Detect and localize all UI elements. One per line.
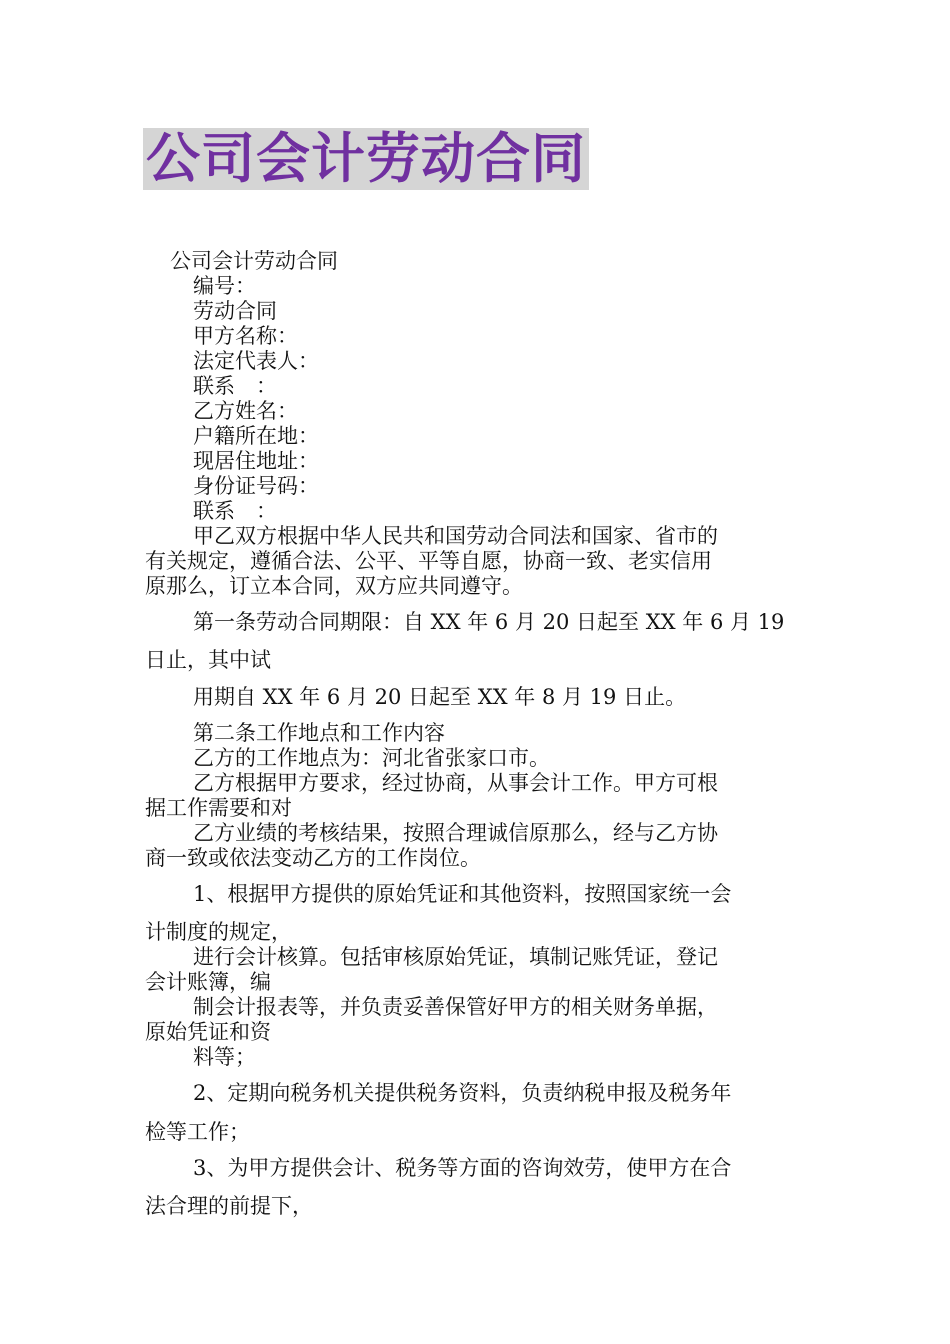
body-line: 检等工作； <box>145 1120 250 1144</box>
body-line: 法定代表人： <box>193 349 319 373</box>
body-line: 乙方根据甲方要求，经过协商，从事会计工作。甲方可根 <box>193 771 718 795</box>
body-line: 劳动合同 <box>193 299 277 323</box>
body-line: 会计账簿，编 <box>145 970 271 994</box>
body-line: 甲方名称： <box>193 324 298 348</box>
body-line: 商一致或依法变动乙方的工作岗位。 <box>145 846 481 870</box>
body-line: 第二条工作地点和工作内容 <box>193 721 445 745</box>
body-line: 第一条劳动合同期限：自 XX 年 6 月 20 日起至 XX 年 6 月 19 <box>193 610 785 634</box>
body-line: 计制度的规定， <box>145 920 292 944</box>
body-line: 乙方业绩的考核结果，按照合理诚信原那么，经与乙方协 <box>193 821 718 845</box>
body-line: 原始凭证和资 <box>145 1020 271 1044</box>
body-line: 3、为甲方提供会计、税务等方面的咨询效劳，使甲方在合 <box>193 1156 732 1180</box>
body-line: 现居住地址： <box>193 449 319 473</box>
body-line: 有关规定，遵循合法、公平、平等自愿，协商一致、老实信用 <box>145 549 712 573</box>
body-line: 身份证号码： <box>193 474 319 498</box>
body-line: 用期自 XX 年 6 月 20 日起至 XX 年 8 月 19 日止。 <box>193 685 687 709</box>
body-line: 制会计报表等，并负责妥善保管好甲方的相关财务单据， <box>193 995 718 1019</box>
body-line: 日止，其中试 <box>145 648 271 672</box>
body-line: 甲乙双方根据中华人民共和国劳动合同法和国家、省市的 <box>193 524 718 548</box>
body-line: 料等； <box>193 1045 256 1069</box>
body-line: 进行会计核算。包括审核原始凭证，填制记账凭证，登记 <box>193 945 718 969</box>
body-line: 公司会计劳动合同 <box>170 249 338 273</box>
document-title: 公司会计劳动合同 <box>143 128 589 190</box>
body-line: 乙方姓名： <box>193 399 298 423</box>
body-line: 原那么，订立本合同，双方应共同遵守。 <box>145 574 523 598</box>
body-line: 编号： <box>193 274 256 298</box>
body-line: 2、定期向税务机关提供税务资料，负责纳税申报及税务年 <box>193 1081 732 1105</box>
body-line: 乙方的工作地点为：河北省张家口市。 <box>193 746 550 770</box>
body-line: 联系 ： <box>193 499 277 523</box>
body-line: 联系 ： <box>193 374 277 398</box>
body-line: 户籍所在地： <box>193 424 319 448</box>
body-line: 据工作需要和对 <box>145 796 292 820</box>
body-line: 1、根据甲方提供的原始凭证和其他资料，按照国家统一会 <box>193 882 732 906</box>
body-line: 法合理的前提下， <box>145 1194 313 1218</box>
